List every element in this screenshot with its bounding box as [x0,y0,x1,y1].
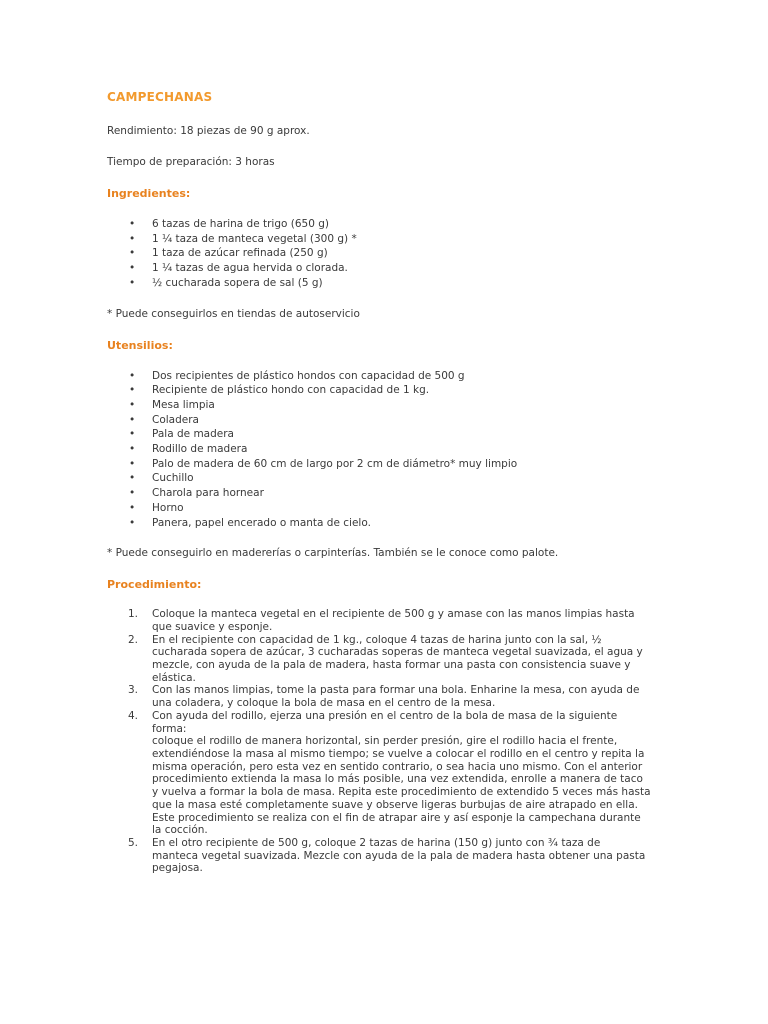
bullet-icon: • [129,501,136,514]
list-item: • Cuchillo [129,472,194,485]
utensils-note: * Puede conseguirlo en madererías o carpinterías. También se le conoce como palote. [107,547,559,560]
list-item: • 1 taza de azúcar refinada (250 g) [129,247,328,260]
list-item: • 1 ¼ tazas de agua hervida o clorada. [129,262,348,275]
list-item: • ½ cucharada sopera de sal (5 g) [129,276,323,289]
bullet-icon: • [129,384,136,397]
procedure-list [107,608,667,875]
bullet-icon: • [129,247,136,260]
bullet-icon: • [129,218,136,230]
bullet-icon: • [129,487,136,500]
step-number: 5. [128,836,139,849]
list-item: • Dos recipientes de plástico hondos con capacidad de 500 g [129,369,465,382]
list-item: • Panera, papel encerado o manta de cielo. [129,516,371,529]
procedure-step: 4. Con ayuda del rodillo, ejerza una presión en el centro de la bola de masa de la siguiente forma: coloque el rodillo de manera horizontal, sin perder presión, gire el rodillo hacia el frente, extendiéndose la masa al mismo tiempo; se vuelve a colocar el rodillo en el centro y repita la misma operación, pero esta vez en sentido contrario, o sea hacia uno mismo. Con el anterior procedimiento extienda la masa lo más posible, una vez extendida, enrolle a manera de taco y vuelva a formar la bola de masa. Repita este procedimiento de extendido 5 veces más hasta que la masa esté completamente suave y observe ligeras burbujas de aire atrapado en ella. Este procedimiento se realiza con el fin de atrapar aire y así esponje la campechana durante la cocción. [128,709,651,837]
step-number: 1. [128,608,139,621]
procedure-step: 1. Coloque la manteca vegetal en el recipiente de 500 g y amase con las manos limpias hasta que suavice y esponje. [128,608,635,633]
bullet-icon: • [129,457,136,470]
bullet-icon: • [129,398,136,411]
list-item: • Pala de madera [129,428,234,441]
utensils-heading: Utensilios: [107,338,173,352]
list-item: • Horno [129,501,184,514]
list-item: • Mesa limpia [129,398,215,411]
bullet-icon: • [129,443,136,456]
list-item: • Rodillo de madera [129,443,248,456]
recipe-title: CAMPECHANAS [107,90,213,104]
yield-text: Rendimiento: 18 piezas de 90 g aprox. [107,125,310,137]
ingredients-heading: Ingredientes: [107,187,191,200]
prep-time-text: Tiempo de preparación: 3 horas [107,156,275,168]
procedure-heading: Procedimiento: [107,578,202,592]
recipe-document [107,90,667,875]
list-item: • 1 ¼ taza de manteca vegetal (300 g) * [129,232,357,245]
bullet-icon: • [129,428,136,441]
list-item: • Charola para hornear [129,487,264,500]
bullet-icon: • [129,369,136,382]
procedure-step: 5. En el otro recipiente de 500 g, coloque 2 tazas de harina (150 g) junto con ¾ taza de manteca vegetal suavizada. Mezcle con ayuda de la pala de madera hasta obtener una pasta pegajosa. [128,836,646,875]
list-item: • Coladera [129,413,199,426]
procedure-step: 2. En el recipiente con capacidad de 1 kg., coloque 4 tazas de harina junto con la sal, ½ cucharada sopera de azúcar, 3 cucharadas soperas de manteca vegetal suavizada, el agua y mezcle, con ayuda de la pala de madera, hasta formar una pasta con consistencia suave y elástica. [128,633,643,684]
list-item: • 6 tazas de harina de trigo (650 g) [129,218,330,230]
bullet-icon: • [129,413,136,426]
bullet-icon: • [129,472,136,485]
list-item: • Palo de madera de 60 cm de largo por 2 cm de diámetro* muy limpio [129,457,518,470]
bullet-icon: • [129,516,136,529]
ingredients-list [107,217,667,291]
bullet-icon: • [129,276,136,289]
step-number: 4. [128,709,139,722]
ingredients-note: * Puede conseguirlos en tiendas de autoservicio [107,307,360,320]
utensils-list [107,369,667,531]
list-item: • Recipiente de plástico hondo con capacidad de 1 kg. [129,384,430,397]
bullet-icon: • [129,262,136,275]
step-number: 3. [128,684,139,697]
procedure-step: 3. Con las manos limpias, tome la pasta para formar una bola. Enharine la mesa, con ayuda de una coladera, y coloque la bola de masa en el centro de la mesa. [128,684,640,710]
step-number: 2. [128,633,139,646]
bullet-icon: • [129,232,136,245]
